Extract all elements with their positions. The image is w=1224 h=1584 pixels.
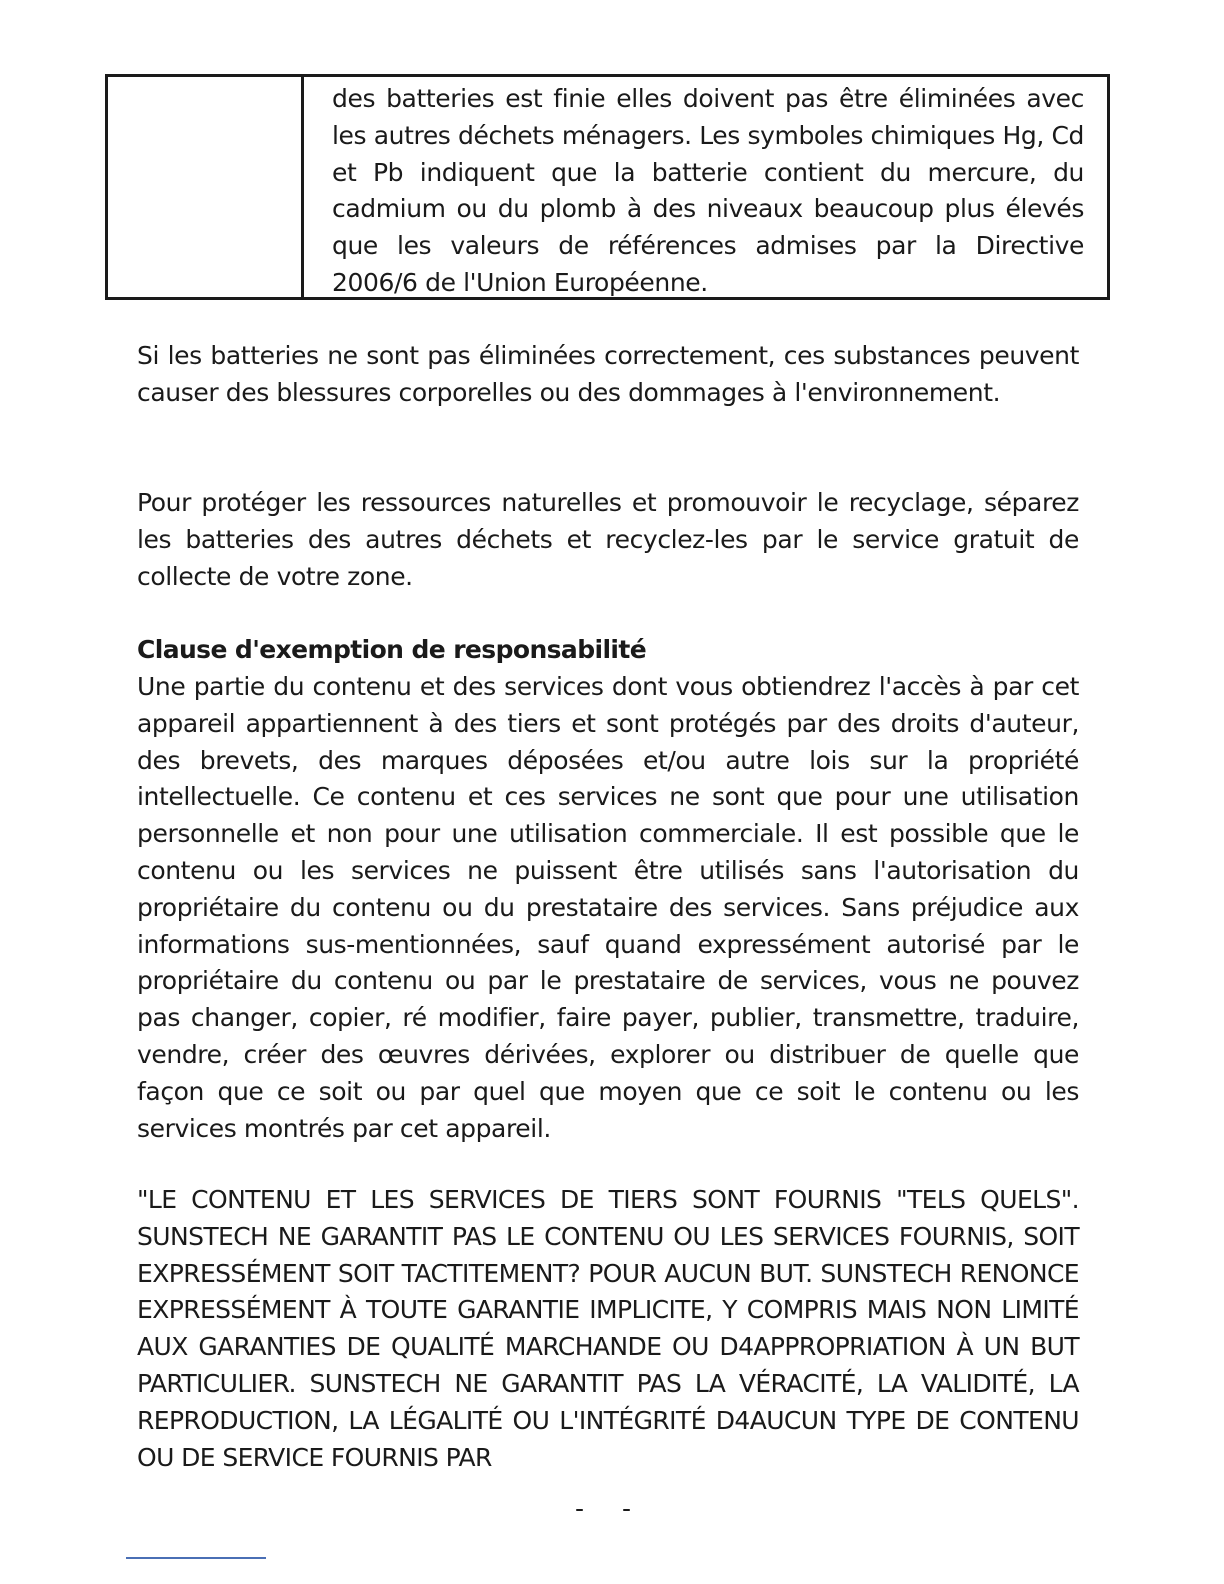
paragraph-disclaimer: Une partie du contenu et des services dont vous obtiendrez l'accès à par cet appareil appartiennent à des tiers et sont protégés par des droits d'auteur, des brevets, des marques déposées et/ou autre lois sur la propriété intellectuelle. Ce contenu et ces services ne sont que pour une utilisation personnelle et non pour une utilisation commerciale. Il est possible que le contenu ou les services ne puissent être utilisés sans l'autorisation du propriétaire du contenu ou du prestataire des services. Sans préjudice aux informations sus-mentionnées, sauf quand expressément autorisé par le propriétaire du contenu ou par le prestataire de services, vous ne pouvez pas changer, copier, ré modifier, faire payer, publier, transmettre, traduire, vendre, créer des œuvres dérivées, explorer ou distribuer de quelle que façon que ce soit ou par quel que moyen que ce soit le contenu ou les services montrés par cet appareil.	[137, 672, 1079, 1143]
paragraph-warranty: "LE CONTENU ET LES SERVICES DE TIERS SONT FOURNIS "TELS QUELS". SUNSTECH NE GARANTIT PAS LE CONTENU OU LES SERVICES FOURNIS, SOIT EXPRESSÉMENT SOIT TACTITEMENT? POUR AUCUN BUT. SUNSTECH RENONCE EXPRESSÉMENT À TOUTE GARANTIE IMPLICITE, Y COMPRIS MAIS NON LIMITÉ AUX GARANTIES DE QUALITÉ MARCHANDE OU D4APPROPRIATION À UN BUT PARTICULIER. SUNSTECH NE GARANTIT PAS LA VÉRACITÉ, LA VALIDITÉ, LA REPRODUCTION, LA LÉGALITÉ OU L'INTÉGRITÉ D4AUCUN TYPE DE CONTENU OU DE SERVICE FOURNIS PAR	[137, 1185, 1079, 1472]
battery-info-table	[105, 74, 1110, 300]
footer-divider	[126, 1557, 266, 1559]
table-text-cell: des batteries est finie elles doivent pas être éliminées avec les autres déchets ménagers. Les symboles chimiques Hg, Cd et Pb indiquent que la batterie contient du mercure, du cadmium ou du plomb à des niveaux beaucoup plus élevés que les valeurs de références admises par la Directive 2006/6 de l'Union Européenne.	[332, 84, 1084, 297]
paragraph-battery-disposal: Si les batteries ne sont pas éliminées correctement, ces substances peuvent causer des blessures corporelles ou des dommages à l'environnement.	[137, 341, 1079, 407]
paragraph-recycling: Pour protéger les ressources naturelles et promouvoir le recyclage, séparez les batteries des autres déchets et recyclez-les par le service gratuit de collecte de votre zone.	[137, 488, 1079, 591]
section-heading: Clause d'exemption de responsabilité	[137, 635, 647, 664]
table-empty-cell	[108, 77, 304, 297]
page-number: - -	[575, 1494, 631, 1523]
